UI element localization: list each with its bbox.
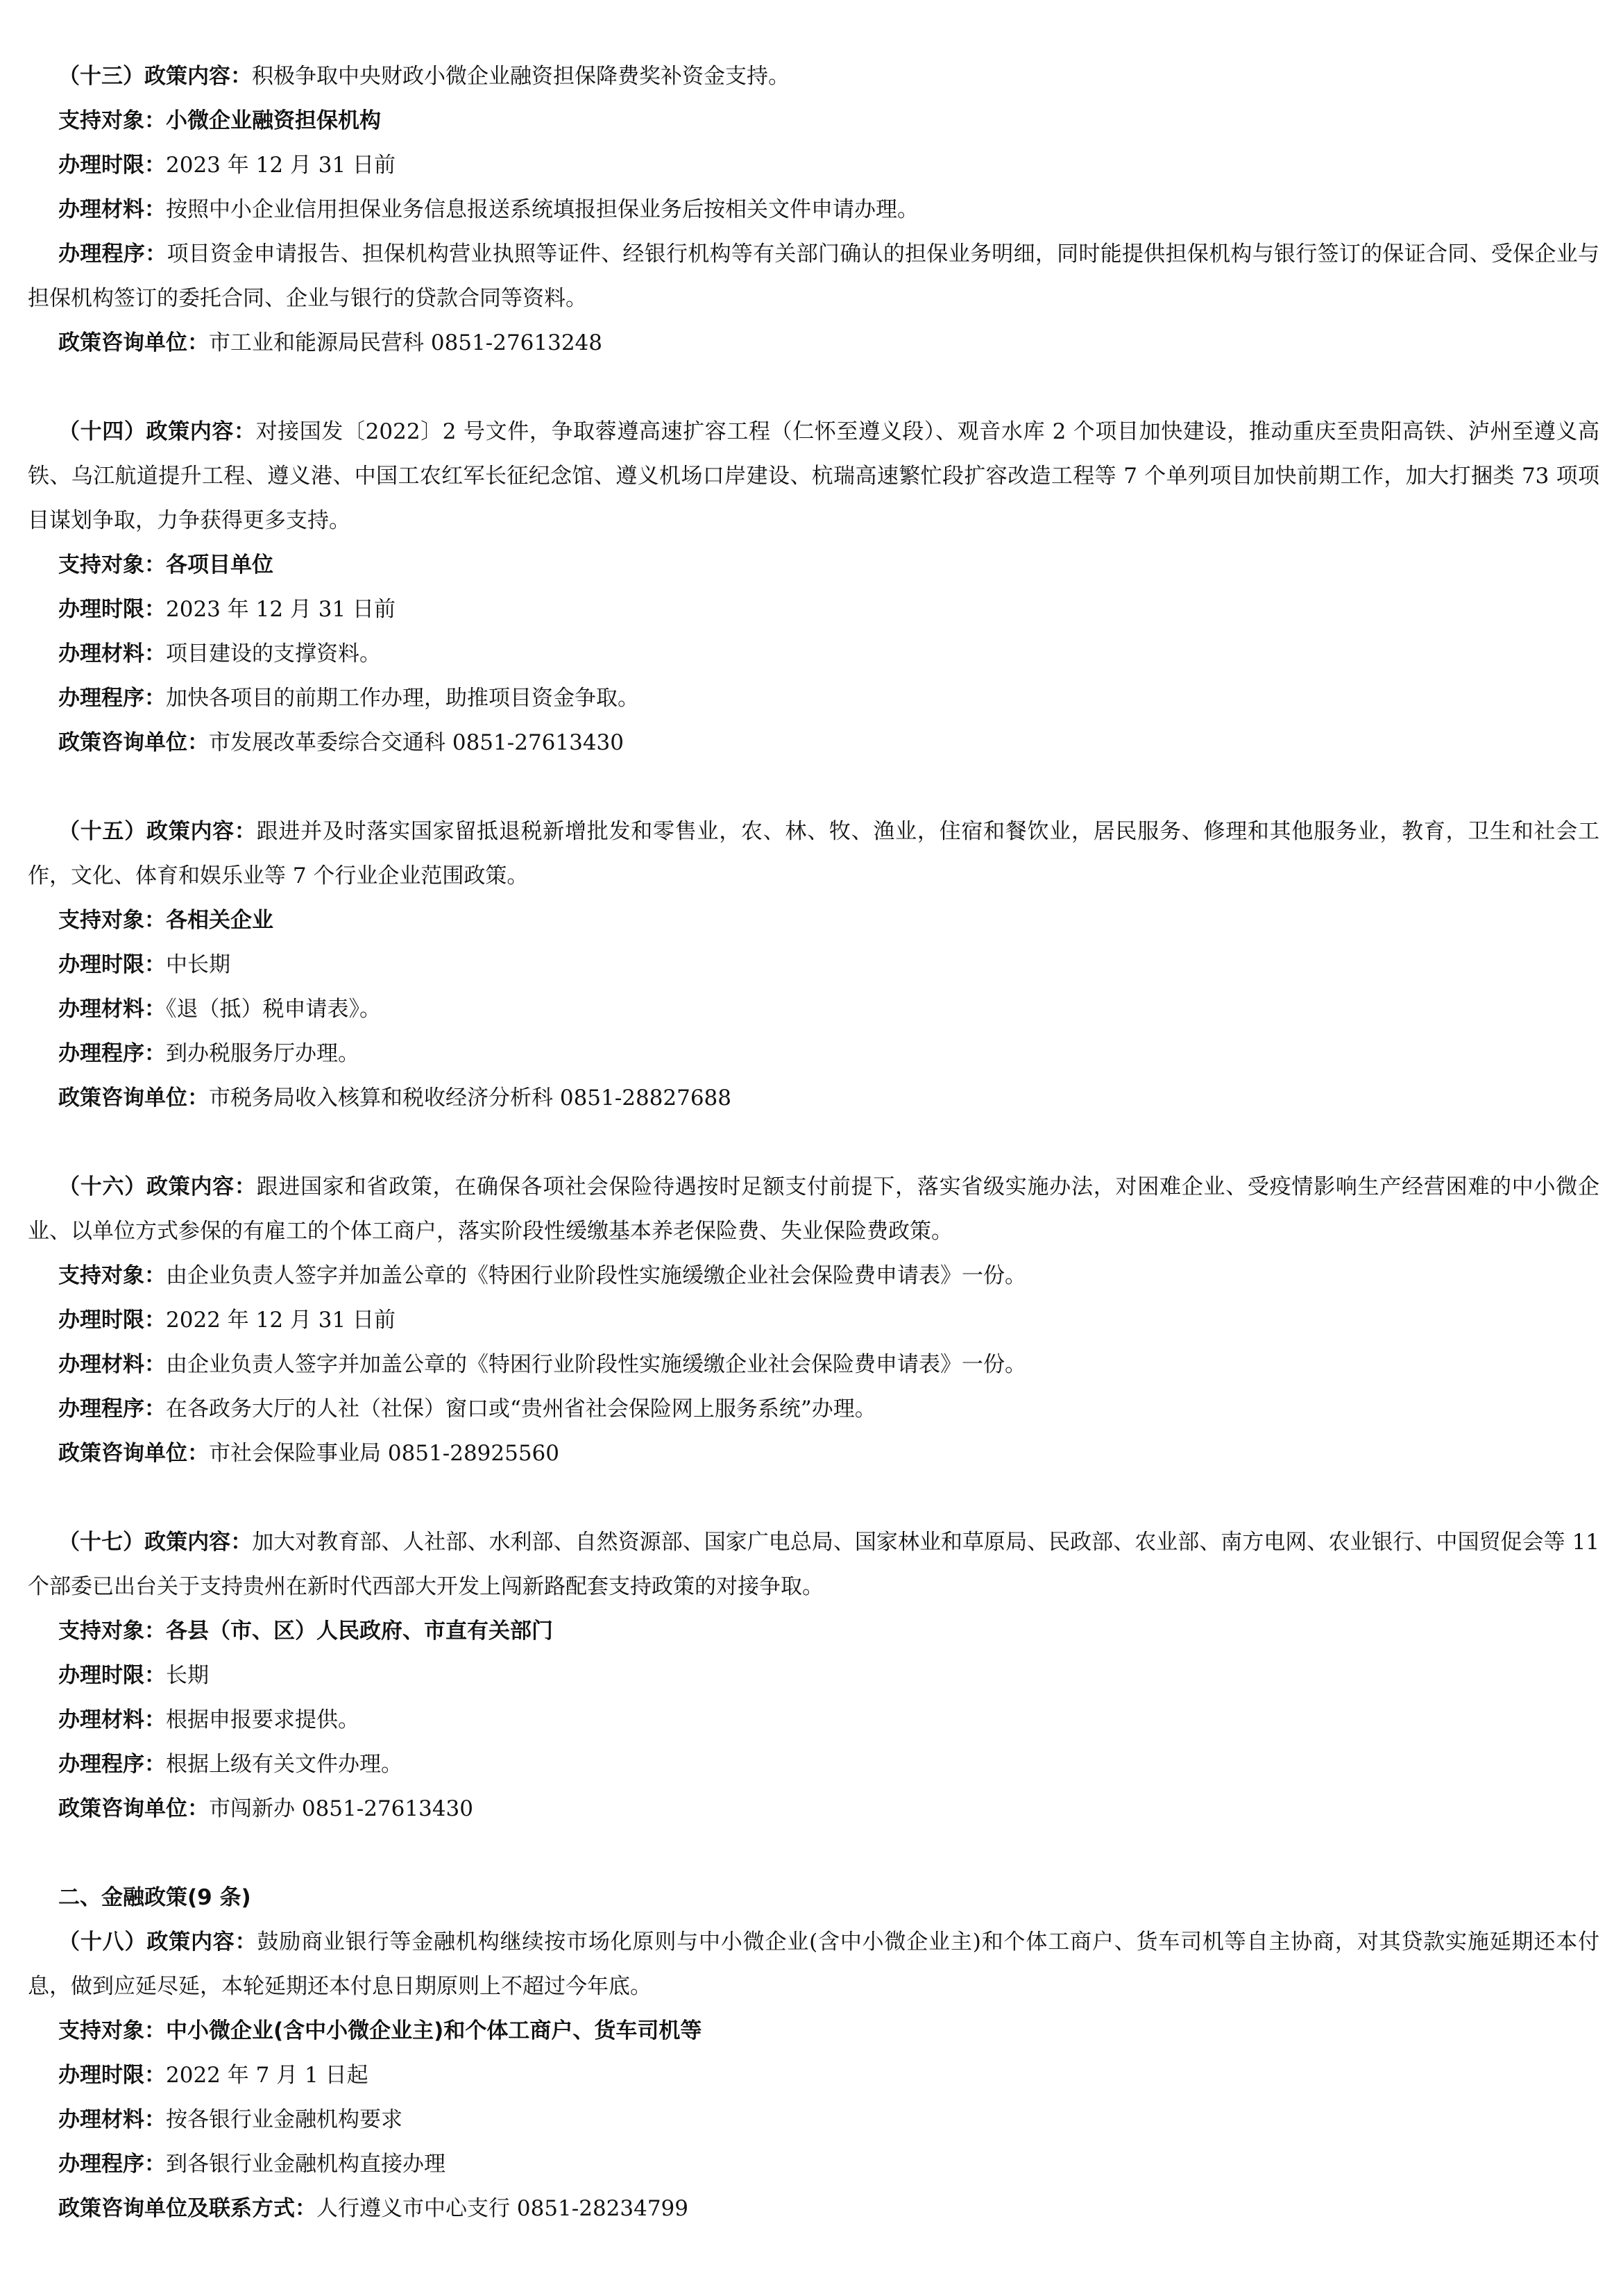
policy-contact xyxy=(28,720,1599,765)
handling-period xyxy=(28,1298,1599,1342)
policy-content xyxy=(28,1520,1599,1609)
policy-text: 加大对教育部、人社部、水利部、自然资源部、国家广电总局、国家林业和草原局、民政部、农业部、南方电网、农业银行、中国贸促会等 11 个部委已出台关于支持贵州在新时代西部大开发上闯新路配套支持政策的对接争取。 xyxy=(28,1530,1600,1599)
target-text: 小微企业融资担保机构 xyxy=(166,108,381,133)
target-label: 支持对象： xyxy=(58,908,166,933)
handling-procedure xyxy=(28,1387,1599,1431)
process-label: 办理程序： xyxy=(58,242,167,267)
support-target xyxy=(28,1609,1599,1653)
policy-item-18 xyxy=(28,1920,1599,2231)
policy-label: 政策内容： xyxy=(144,1530,253,1555)
policy-item-16 xyxy=(28,1165,1599,1476)
target-label: 支持对象： xyxy=(58,1619,166,1644)
period-text: 长期 xyxy=(166,1663,209,1688)
material-label: 办理材料： xyxy=(58,197,166,222)
contact-text: 市发展改革委综合交通科 0851-27613430 xyxy=(209,730,624,755)
period-text: 2022 年 12 月 31 日前 xyxy=(166,1308,396,1333)
period-label: 办理时限： xyxy=(58,1308,166,1333)
policy-text: 跟进并及时落实国家留抵退税新增批发和零售业，农、林、牧、渔业，住宿和餐饮业，居民服务、修理和其他服务业，教育，卫生和社会工作，文化、体育和娱乐业等 7 个行业企业范围政策。 xyxy=(28,819,1600,888)
target-label: 支持对象： xyxy=(58,1263,166,1288)
process-text: 根据上级有关文件办理。 xyxy=(166,1752,402,1777)
process-label: 办理程序： xyxy=(58,1752,166,1777)
handling-procedure xyxy=(28,676,1599,720)
period-label: 办理时限： xyxy=(58,2063,166,2088)
handling-period xyxy=(28,143,1599,187)
contact-label: 政策咨询单位： xyxy=(58,730,209,755)
policy-label: 政策内容： xyxy=(146,1930,257,1955)
material-text: 按照中小企业信用担保业务信息报送系统填报担保业务后按相关文件申请办理。 xyxy=(166,197,919,222)
material-text: 由企业负责人签字并加盖公章的《特困行业阶段性实施缓缴企业社会保险费申请表》一份。 xyxy=(166,1352,1026,1377)
target-label: 支持对象： xyxy=(58,2018,166,2043)
handling-period xyxy=(28,943,1599,987)
handling-procedure xyxy=(28,232,1599,321)
spacer xyxy=(28,765,1599,809)
contact-label: 政策咨询单位： xyxy=(58,330,209,355)
spacer xyxy=(28,1120,1599,1165)
material-text: 根据申报要求提供。 xyxy=(166,1707,359,1732)
handling-procedure xyxy=(28,1742,1599,1787)
handling-materials xyxy=(28,987,1599,1031)
contact-text: 人行遵义市中心支行 0851-28234799 xyxy=(316,2196,689,2221)
handling-materials xyxy=(28,1342,1599,1387)
policy-item-17 xyxy=(28,1520,1599,1831)
material-label: 办理材料： xyxy=(58,641,166,666)
target-text: 各相关企业 xyxy=(166,908,273,933)
policy-content xyxy=(28,54,1599,99)
contact-text: 市闯新办 0851-27613430 xyxy=(209,1796,474,1821)
handling-period xyxy=(28,1653,1599,1698)
period-text: 2023 年 12 月 31 日前 xyxy=(166,153,396,178)
contact-text: 市税务局收入核算和税收经济分析科 0851-28827688 xyxy=(209,1086,732,1111)
target-label: 支持对象： xyxy=(58,108,166,133)
process-text: 到办税服务厅办理。 xyxy=(166,1041,359,1066)
policy-contact xyxy=(28,321,1599,365)
material-text: 项目建设的支撑资料。 xyxy=(166,641,381,666)
spacer xyxy=(28,1831,1599,1875)
policy-contact xyxy=(28,1787,1599,1831)
policy-label: 政策内容： xyxy=(146,419,256,444)
policy-text: 积极争取中央财政小微企业融资担保降费奖补资金支持。 xyxy=(252,64,790,89)
policy-label: 政策内容： xyxy=(144,64,252,89)
material-label: 办理材料： xyxy=(58,1707,166,1732)
process-text: 到各银行业金融机构直接办理 xyxy=(166,2152,445,2177)
policy-label: 政策内容： xyxy=(146,819,257,844)
policy-text: 对接国发〔2022〕2 号文件，争取蓉遵高速扩容工程（仁怀至遵义段）、观音水库 2 个项目加快建设，推动重庆至贵阳高铁、泸州至遵义高铁、乌江航道提升工程、遵义港、中国工农红军长征纪念馆、遵义机场口岸建设、杭瑞高速繁忙段扩容改造工程等 7 个单列项目加快前期工作，加大打捆类 73 项项目谋划争取，力争获得更多支持。 xyxy=(28,419,1599,533)
support-target xyxy=(28,543,1599,587)
policy-text: 鼓励商业银行等金融机构继续按市场化原则与中小微企业(含中小微企业主)和个体工商户、货车司机等自主协商，对其贷款实施延期还本付息，做到应延尽延，本轮延期还本付息日期原则上不超过今年底。 xyxy=(28,1930,1600,1999)
support-target xyxy=(28,99,1599,143)
period-text: 2022 年 7 月 1 日起 xyxy=(166,2063,368,2088)
section-heading: 二、金融政策(9 条) xyxy=(58,1885,251,1910)
material-text: 《退（抵）税申请表》。 xyxy=(166,997,381,1022)
contact-label: 政策咨询单位： xyxy=(58,1441,209,1466)
policy-content xyxy=(28,809,1599,898)
target-text: 各项目单位 xyxy=(166,552,273,577)
process-text: 在各政务大厅的人社（社保）窗口或“贵州省社会保险网上服务系统”办理。 xyxy=(166,1396,876,1421)
item-number: （十八） xyxy=(58,1930,147,1955)
period-text: 2023 年 12 月 31 日前 xyxy=(166,597,396,622)
policy-label: 政策内容： xyxy=(146,1174,257,1199)
support-target xyxy=(28,2009,1599,2053)
process-label: 办理程序： xyxy=(58,1396,166,1421)
item-number: （十三） xyxy=(58,64,144,89)
process-text: 项目资金申请报告、担保机构营业执照等证件、经银行机构等有关部门确认的担保业务明细，同时能提供担保机构与银行签订的保证合同、受保企业与担保机构签订的委托合同、企业与银行的贷款合同等资料。 xyxy=(28,242,1600,311)
material-label: 办理材料： xyxy=(58,997,166,1022)
handling-materials xyxy=(28,632,1599,676)
handling-procedure xyxy=(28,1031,1599,1076)
item-number: （十七） xyxy=(58,1530,145,1555)
policy-content xyxy=(28,1165,1599,1253)
process-label: 办理程序： xyxy=(58,2152,166,2177)
target-text: 由企业负责人签字并加盖公章的《特困行业阶段性实施缓缴企业社会保险费申请表》一份。 xyxy=(166,1263,1026,1288)
process-text: 加快各项目的前期工作办理，助推项目资金争取。 xyxy=(166,686,639,711)
contact-label: 政策咨询单位： xyxy=(58,1796,209,1821)
policy-item-15 xyxy=(28,809,1599,1120)
contact-text: 市社会保险事业局 0851-28925560 xyxy=(209,1441,560,1466)
handling-period xyxy=(28,587,1599,632)
handling-materials xyxy=(28,187,1599,232)
period-label: 办理时限： xyxy=(58,153,166,178)
period-label: 办理时限： xyxy=(58,597,166,622)
support-target xyxy=(28,898,1599,943)
handling-period xyxy=(28,2053,1599,2097)
spacer xyxy=(28,1476,1599,1520)
target-text: 中小微企业(含中小微企业主)和个体工商户、货车司机等 xyxy=(166,2018,702,2043)
policy-content xyxy=(28,1920,1599,2009)
spacer xyxy=(28,365,1599,410)
policy-content xyxy=(28,410,1599,543)
policy-text: 跟进国家和省政策，在确保各项社会保险待遇按时足额支付前提下，落实省级实施办法，对困难企业、受疫情影响生产经营困难的中小微企业、以单位方式参保的有雇工的个体工商户，落实阶段性缓缴基本养老保险费、失业保险费政策。 xyxy=(28,1174,1600,1244)
handling-procedure xyxy=(28,2142,1599,2186)
target-text: 各县（市、区）人民政府、市直有关部门 xyxy=(166,1619,553,1644)
handling-materials xyxy=(28,2097,1599,2142)
item-number: （十四） xyxy=(58,419,146,444)
period-label: 办理时限： xyxy=(58,952,166,977)
target-label: 支持对象： xyxy=(58,552,166,577)
contact-label: 政策咨询单位： xyxy=(58,1086,209,1111)
policy-contact xyxy=(28,1076,1599,1120)
policy-contact xyxy=(28,2186,1599,2231)
material-label: 办理材料： xyxy=(58,2107,166,2132)
item-number: （十五） xyxy=(58,819,146,844)
process-label: 办理程序： xyxy=(58,1041,166,1066)
period-label: 办理时限： xyxy=(58,1663,166,1688)
contact-label: 政策咨询单位及联系方式： xyxy=(58,2196,316,2221)
support-target xyxy=(28,1253,1599,1298)
material-label: 办理材料： xyxy=(58,1352,166,1377)
process-label: 办理程序： xyxy=(58,686,166,711)
policy-contact xyxy=(28,1431,1599,1476)
material-text: 按各银行业金融机构要求 xyxy=(166,2107,402,2132)
policy-item-13 xyxy=(28,54,1599,365)
item-number: （十六） xyxy=(58,1174,146,1199)
contact-text: 市工业和能源局民营科 0851-27613248 xyxy=(209,330,603,355)
period-text: 中长期 xyxy=(166,952,230,977)
policy-item-14 xyxy=(28,410,1599,765)
handling-materials xyxy=(28,1698,1599,1742)
